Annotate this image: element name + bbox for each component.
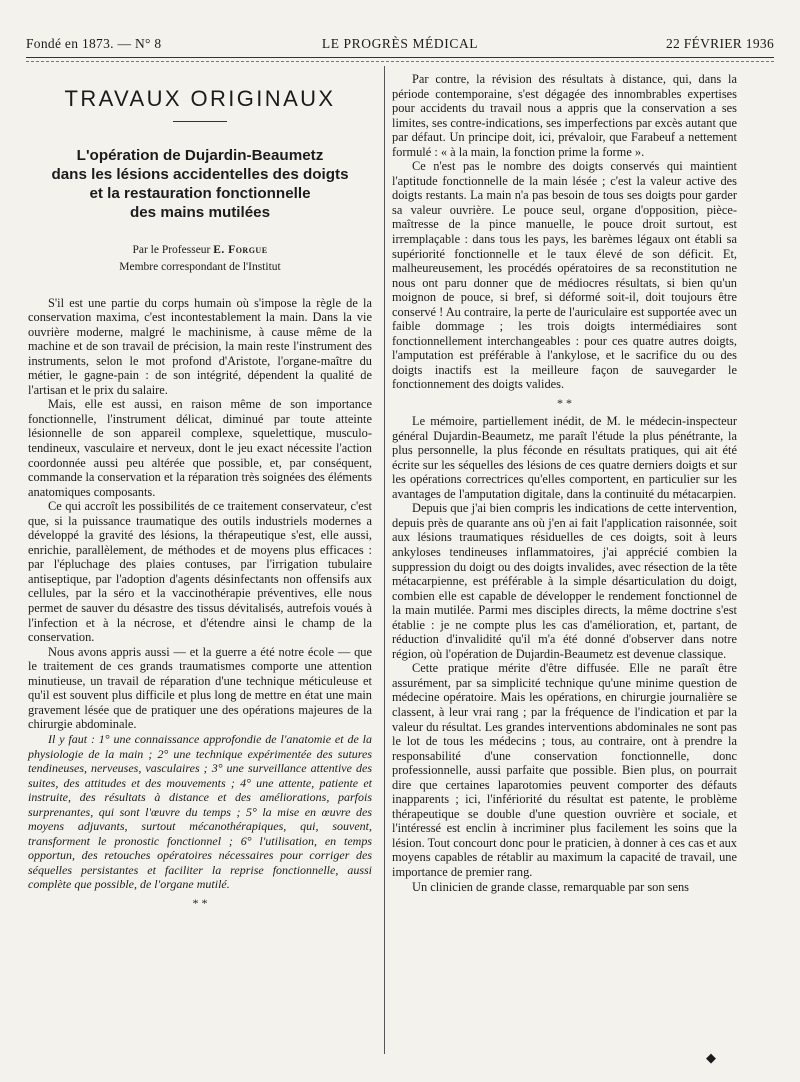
- header-rule-dashed: [26, 61, 774, 62]
- paragraph: Par contre, la révision des résultats à distance, qui, dans la période contemporaine, s'est dégagée des innombrables expertises pour accidents du travail nous a appris que la conservation a ses limites, ses contre-indications, ses imperfections par excès autant que par défaut. Un principe doit, ici, prévaloir, que Farabeuf a nettement formulé : « à la main, la fonction prime la forme ».: [392, 72, 737, 159]
- paragraph: Depuis que j'ai bien compris les indications de cette intervention, depuis près de quarante ans où j'en ai fait l'application raisonnée, soit aux lésions traumatiques résiduelles de ces doigts, soit à leurs ankyloses tendineuses inflammatoires, j'ai apprécié combien la suppression du doigt ou des doigts invalides, avec résection de la tête métacarpienne, est préférable à la simple désarticulation du doigt, combien elle est capable de développer le rendement fonctionnel de la main mutilée. Parmi mes disciples directs, la même doctrine s'est établie : je ne compte plus les cas d'amélioration, et, partant, de réduction d'invalidité qu'il m'a été donné d'observer dans notre région, où l'opération de Dujardin-Beaumetz est devenue classique.: [392, 501, 737, 661]
- paragraph: Mais, elle est aussi, en raison même de son importance fonctionnelle, l'instrument délicat, diminué par toute atteinte lésionnelle de son appareil complexe, squelettique, musculo-tendineux, vasculaire et nerveux, dont le jeu exact nécessite l'action coordonnée aussi peu altérée que possible, et, par conséquent, commande la conservation et la réparation très soignées des éléments anatomiques composants.: [28, 397, 372, 499]
- column-divider: [384, 66, 385, 1054]
- paragraph: Un clinicien de grande classe, remarquable par son sens: [412, 879, 689, 894]
- right-column: [392, 72, 737, 894]
- paragraph: Nous avons appris aussi — et la guerre a été notre école — que le traitement de ces grands traumatismes comporte une attention minutieuse, un travail de réparation d'une technique méticuleuse et qu'il est souvent plus difficile et plus long de mettre en état une main gravement lésée que de pratiquer une des opérations majeures de la chirurgie abdominale.: [28, 644, 372, 732]
- author-block: [28, 242, 372, 276]
- paragraph: Ce qui accroît les possibilités de ce traitement conservateur, c'est que, si la puissance traumatique des outils industriels modernes a développé la gravité des lésions, la thérapeutique s'est, elle aussi, enrichie, parallèlement, de méthodes et de moyens plus efficaces : par l'épluchage des plaies contuses, par l'irrigation tubulaire antiseptique, par l'adoption d'agents désinfectants non offensifs aux cellules, par la séro et la vaccinothérapie préventives, elle nous permet de sauver du désastre des tissus dévitalisés, autrefois voués à l'infection et à la nécrose, et d'étendre ainsi le champ de la conservation.: [28, 499, 372, 645]
- header-rule: [26, 57, 774, 58]
- article-title-line: des mains mutilées: [129, 203, 271, 221]
- asterism: * *: [557, 396, 572, 411]
- header-journal-title: LE PROGRÈS MÉDICAL: [321, 36, 479, 51]
- paragraph: Le mémoire, partiellement inédit, de M. le médecin-inspecteur général Dujardin-Beaumetz, me paraît l'étude la plus pénétrante, la plus personnelle, la plus féconde en résultats pratiques, qui ait été écrite sur les séquelles des lésions de ces quatre derniers doigts et sur les opérations correctrices qu'elles comportent, en particulier sur les avantages de l'amputation digitale, dans la continuité du métacarpien.: [392, 414, 737, 501]
- section-title: TRAVAUX ORIGINAUX: [64, 86, 336, 111]
- running-header: [26, 36, 774, 54]
- article-title-line: dans les lésions accidentelles des doigts: [51, 165, 349, 183]
- end-mark-icon: ◆: [706, 1050, 716, 1065]
- header-date: 22 FÉVRIER 1936: [665, 36, 774, 51]
- article-title: [28, 146, 372, 222]
- paragraph: S'il est une partie du corps humain où s'impose la règle de la conservation maxima, c'est incontestablement la main. Dans la vie ouvrière moderne, malgré le machinisme, à cause même de la machine et de son travail de précision, la main reste l'instrument des instruments, selon le mot profond d'Aristote, l'organe-maître du métier, le gagne-pain : de son intégrité, dépendent la qualité de l'artisan et le prix du salaire.: [28, 295, 372, 397]
- article-title-line: L'opération de Dujardin-Beaumetz: [76, 146, 324, 164]
- author-name: E. Forgue: [213, 243, 268, 256]
- title-rule: [173, 121, 227, 122]
- author-affiliation: Membre correspondant de l'Institut: [119, 260, 281, 273]
- header-founded: Fondé en 1873. — N° 8: [26, 36, 162, 51]
- paragraph: Cette pratique mérite d'être diffusée. Elle ne paraît être assurément, par sa simplicité technique qu'une minime question de médecine opératoire. Mais les opérations, en chirurgie journalière se classent, à leur vrai rang ; par la fréquence de l'indication et par la valeur du résultat. Les grandes interventions abdominales ne sont pas le lot de tous les médecins ; tous, au contraire, ont à prendre la responsabilité d'une conservation fonctionnelle, donc professionnelle, aussi parfaite que possible. Bien plus, on pourrait dire que certaines laparotomies peuvent comporter des défauts inapparents ; ici, l'infériorité du résultat est patente, le problème thérapeutique se double d'une question ouvrière et sociale, et l'intéressé est enclin à incriminer plus facilement les soins que la lésion. Tout concourt donc pour le praticien, à donner à ces cas et aux moyens capables de rétablir au maximum la capacité de travail, une importance de premier rang.: [392, 661, 737, 879]
- paragraph-list: Il y faut : 1° une connaissance approfondie de l'anatomie et de la physiologie de la main ; 2° une technique expérimentée des sutures tendineuses, nerveuses, vasculaires ; 3° une surveillance attentive des suites, des attitudes et des mouvements ; 4° une attente, patiente et instruite, des résultats à distance et des améliorations, parfois surprenantes, qui sont l'œuvre du temps ; 5° la mise en œuvre des moyens adjuvants, surtout mécanothérapiques, qui, souvent, transforment le pronostic fonctionnel ; 6° l'utilisation, en temps opportun, des retouches opératoires nécessaires pour corriger des séquelles persistantes et faciliter la reprise fonctionnelle, aussi complète que possible, de l'organe mutilé.: [28, 731, 372, 892]
- asterism: * *: [192, 895, 208, 910]
- author-prefix: Par le Professeur: [132, 243, 211, 256]
- article-title-line: et la restauration fonctionnelle: [89, 184, 311, 202]
- paragraph: Ce n'est pas le nombre des doigts conservés qui maintient l'aptitude fonctionnelle de la main lésée ; c'est la valeur active des doigts restants. La main n'a pas besoin de tous ses doigts pour garder sa valeur ouvrière. Le pouce seul, organe d'opposition, pièce-maîtresse de la pince manuelle, le pouce droit surtout, est irremplaçable : dans tous les pays, les barèmes légaux ont établi sa supériorité fonctionnelle et le taux élevé de son déficit. Et, malheureusement, les procédés opératoires de sa reconstitution ne nous ont paru donner que de médiocres résultats, si bien qu'un moignon de pouce, si bref, si déformé soit-il, doit toujours être conservé ! Au contraire, la perte de l'auriculaire est supportée avec un faible dommage ; les trois doigts intermédiaires sont fonctionnellement interchangeables : pour ces quatre autres doigts, l'amputation est préférable à l'ankylose, et le sacrifice du ou des doigts inactifs est la meilleure façon de sauvegarder le fonctionnement des doigts valides.: [392, 159, 737, 392]
- left-column: [28, 70, 372, 914]
